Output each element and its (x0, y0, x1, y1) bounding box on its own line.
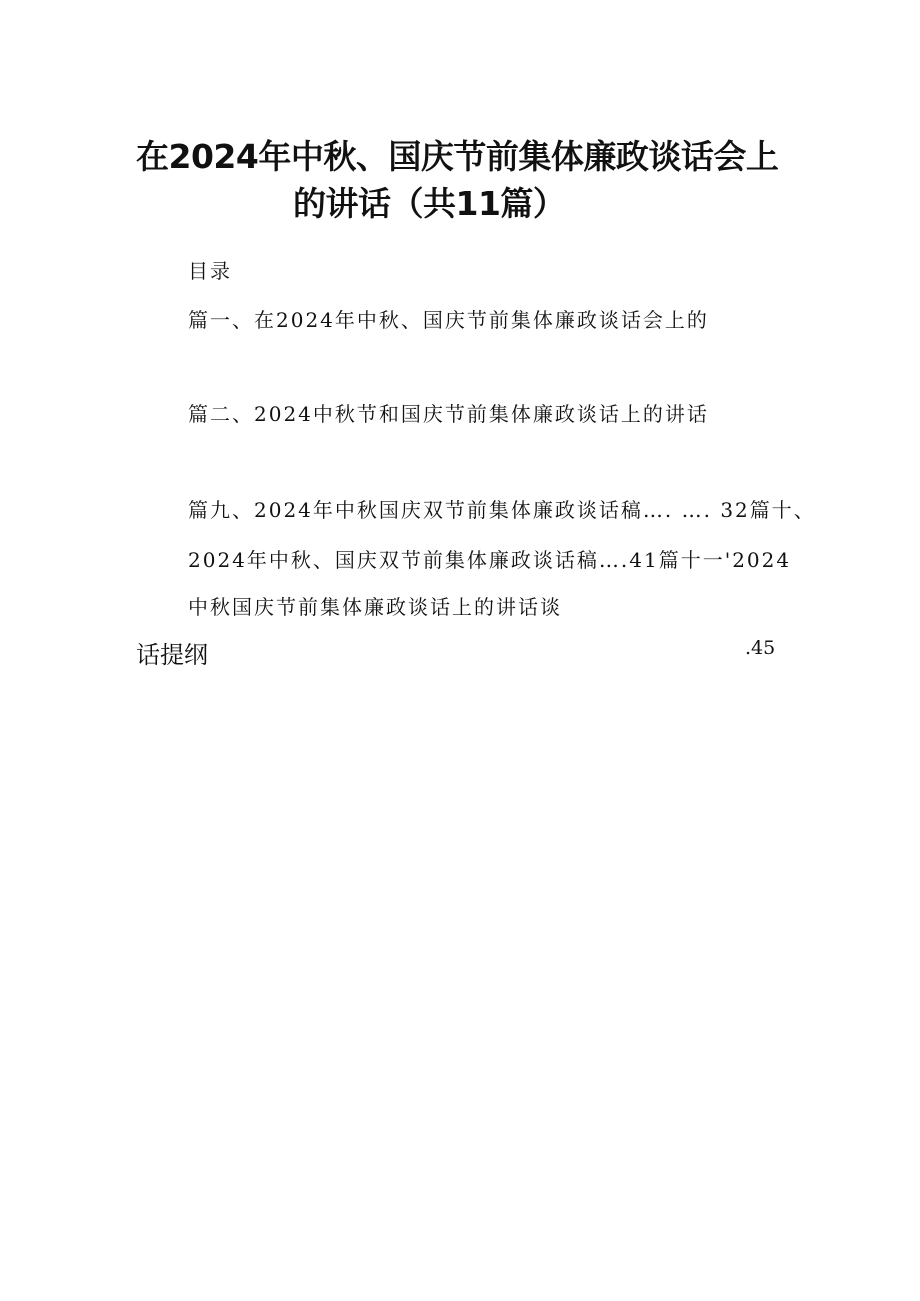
toc-item-1: 篇一、在2024年中秋、国庆节前集体廉政谈话会上的 (188, 308, 709, 332)
toc-continuation-line-1: 篇九、2024年中秋国庆双节前集体廉政谈话稿…. …. 32篇十、 (188, 498, 816, 522)
document-title-line-2: 的讲话（共11篇） (293, 184, 566, 223)
toc-continuation-line-3: 中秋国庆节前集体廉政谈话上的讲话谈 (188, 595, 562, 619)
toc-heading: 目录 (188, 259, 232, 283)
toc-tail-text: 话提纲 (136, 641, 208, 669)
toc-item-2: 篇二、2024中秋节和国庆节前集体廉政谈话上的讲话 (188, 402, 709, 426)
toc-tail-page-number: .45 (745, 637, 776, 659)
toc-continuation-line-2: 2024年中秋、国庆双节前集体廉政谈话稿….41篇十一'2024 (188, 548, 792, 572)
document-title-line-1: 在2024年中秋、国庆节前集体廉政谈话会上 (136, 137, 779, 176)
